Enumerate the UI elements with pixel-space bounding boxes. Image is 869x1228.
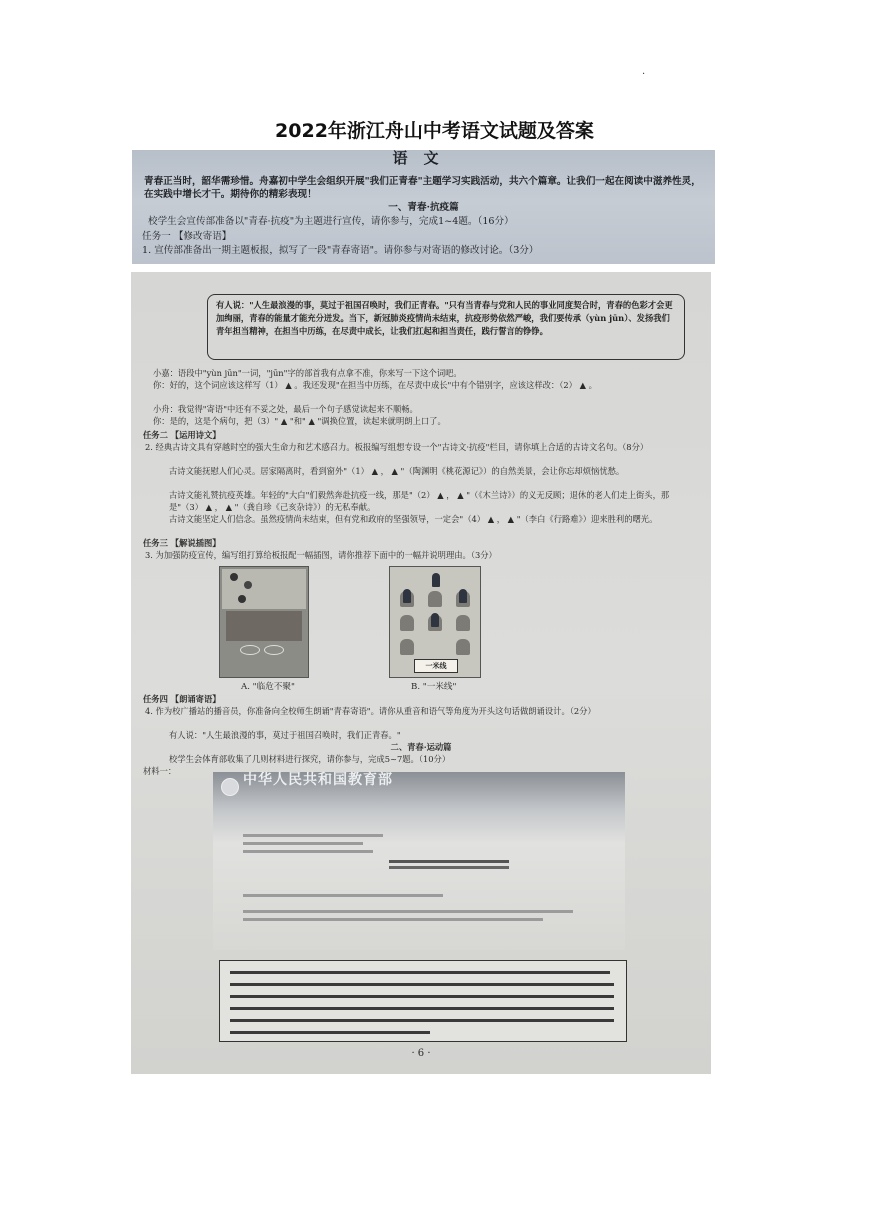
illustration-b-person xyxy=(403,589,411,603)
illustration-a-figures xyxy=(230,573,238,581)
illustration-a-cup xyxy=(264,645,284,655)
youth-message-box: 有人说："人生最浪漫的事，莫过于祖国召唤时，我们正青春。"只有当青春与党和人民的事业同度契合时，青春的色彩才会更加绚丽，青春的能量才能充分迸发。当下，新冠肺炎疫情尚未结束，抗疫形势依然严峻，我们要传承（yùn jūn）、发扬我们青年担当精神，在担当中历练，在尽责中成长，让我们扛起和担当责任，践行誓言的铮铮。 xyxy=(207,294,685,360)
intro-text: 青春正当时，韶华需珍惜。舟嘉初中学生会组织开展"我们正青春"主题学习实践活动，共六个篇章。让我们一起在阅读中滋养性灵，在实践中增长才干。期待你的精彩表现！ xyxy=(144,176,701,200)
section-1-description: 校学生会宣传部准备以"青春·抗疫"为主题进行宣传，请你参与，完成1~4题。（16分） xyxy=(148,216,514,227)
section-2-description: 校学生会体育部收集了几则材料进行探究，请你参与，完成5~7题。（10分） xyxy=(169,754,451,764)
blurred-text-line xyxy=(243,918,543,921)
blurred-text-line xyxy=(243,842,363,845)
illustration-a-caption: A. "临危不聚" xyxy=(241,682,295,692)
blurred-text-line xyxy=(230,1007,614,1010)
section-heading-1: 一、青春·抗疫篇 xyxy=(388,202,459,213)
dialogue-4: 你：是的，这是个病句，把（3）" ▲ "和" ▲ "调换位置，读起来就明朗上口了。 xyxy=(153,416,446,426)
blurred-text-line xyxy=(243,834,383,837)
question-4: 4. 作为校广播站的播音员，你准备向全校师生朗诵"青春寄语"。请你从重音和语气等角度为开头这句话做朗诵设计。（2分） xyxy=(145,706,596,716)
blurred-notice-title xyxy=(389,860,509,863)
task-4-heading: 任务四 【朗诵寄语】 xyxy=(143,694,221,704)
ministry-notice-screenshot xyxy=(213,772,625,950)
question-2-part-2: 古诗文能礼赞抗疫英雄。年轻的"大白"们毅然奔赴抗疫一线，那是"（2） ▲ ， ▲ "（《木兰诗》）的义无反顾；退休的老人们走上街头，那是"（3） ▲ ， ▲ "（龚自珍《己亥杂诗》）的无私奉献。 xyxy=(169,490,670,512)
blurred-text-line xyxy=(243,894,443,897)
blurred-text-line xyxy=(230,983,614,986)
question-3: 3. 为加强防疫宣传，编写组打算给板报配一幅插图，请你推荐下面中的一幅并说明理由。（3分） xyxy=(145,550,497,560)
illustration-b-seat xyxy=(456,639,470,655)
dialogue-1: 小嘉：语段中"yùn jūn"一词，"jūn"字的部首我有点拿不准，你来写一下这个词吧。 xyxy=(153,368,462,378)
task-3-heading: 任务三 【解说插图】 xyxy=(143,538,221,548)
national-emblem-icon xyxy=(221,778,239,796)
blurred-text-line xyxy=(230,1031,430,1034)
dialogue-3: 小舟：我觉得"寄语"中还有不妥之处，最后一个句子感觉读起来不顺畅。 xyxy=(153,404,418,414)
question-2: 2. 经典古诗文具有穿越时空的强大生命力和艺术感召力。板报编写组想专设一个"古诗文·抗疫"栏目，请你填上合适的古诗文名句。（8分） xyxy=(145,442,649,452)
task-2-heading: 任务二 【运用诗文】 xyxy=(143,430,221,440)
page-number: · 6 · xyxy=(411,1048,431,1059)
exam-page-photo xyxy=(131,272,711,1074)
illustration-b-seat xyxy=(456,615,470,631)
blurred-text-line xyxy=(230,1019,614,1022)
illustration-a-table xyxy=(226,611,302,641)
illustration-b-banner: 一米线 xyxy=(414,659,458,673)
section-heading-2: 二、青春·运动篇 xyxy=(390,742,452,752)
illustration-b-person xyxy=(459,589,467,603)
illustration-a-cup xyxy=(240,645,260,655)
illustration-b xyxy=(389,566,481,678)
page-title: 2022年浙江舟山中考语文试题及答案 xyxy=(275,120,594,142)
illustration-b-caption: B. "一米线" xyxy=(411,682,457,692)
illustration-b-seat xyxy=(400,639,414,655)
question-2-part-1: 古诗文能抚慰人们心灵。居家隔离时，看到窗外"（1） ▲ ， ▲ "（陶渊明《桃花源记》）的自然美景，会让你忘却烦恼忧愁。 xyxy=(169,466,625,476)
ministry-name: 中华人民共和国教育部 xyxy=(243,772,393,788)
illustration-b-person xyxy=(432,573,440,587)
corner-dot: . xyxy=(642,66,646,77)
question-4-quote: 有人说："人生最浪漫的事，莫过于祖国召唤时，我们正青春。" xyxy=(169,730,401,740)
blurred-text-line xyxy=(230,995,614,998)
material-1-label: 材料一： xyxy=(143,766,177,776)
subject-heading: 语文 xyxy=(392,150,455,167)
dialogue-2: 你：好的，这个词应该这样写（1） ▲ 。我还发现"在担当中历练，在尽责中成长"中有个错别字，应该这样改：（2） ▲ 。 xyxy=(153,380,597,390)
task-1-heading: 任务一 【修改寄语】 xyxy=(142,231,232,242)
header-photo-strip xyxy=(132,150,715,264)
illustration-a xyxy=(219,566,309,678)
question-1: 1. 宣传部准备出一期主题板报，拟写了一段"青春寄语"。请你参与对寄语的修改讨论。（3分） xyxy=(142,245,539,256)
question-2-part-3: 古诗文能坚定人们信念。虽然疫情尚未结束，但有党和政府的坚强领导，一定会"（4） ▲ ， ▲ "（李白《行路难》）迎来胜利的曙光。 xyxy=(169,514,658,524)
illustration-b-seat xyxy=(428,591,442,607)
illustration-b-seat xyxy=(400,615,414,631)
blurred-text-line xyxy=(230,971,610,974)
blurred-text-line xyxy=(243,910,573,913)
blurred-text-line xyxy=(243,850,373,853)
notice-excerpt-box xyxy=(219,960,627,1042)
illustration-b-person xyxy=(431,613,439,627)
